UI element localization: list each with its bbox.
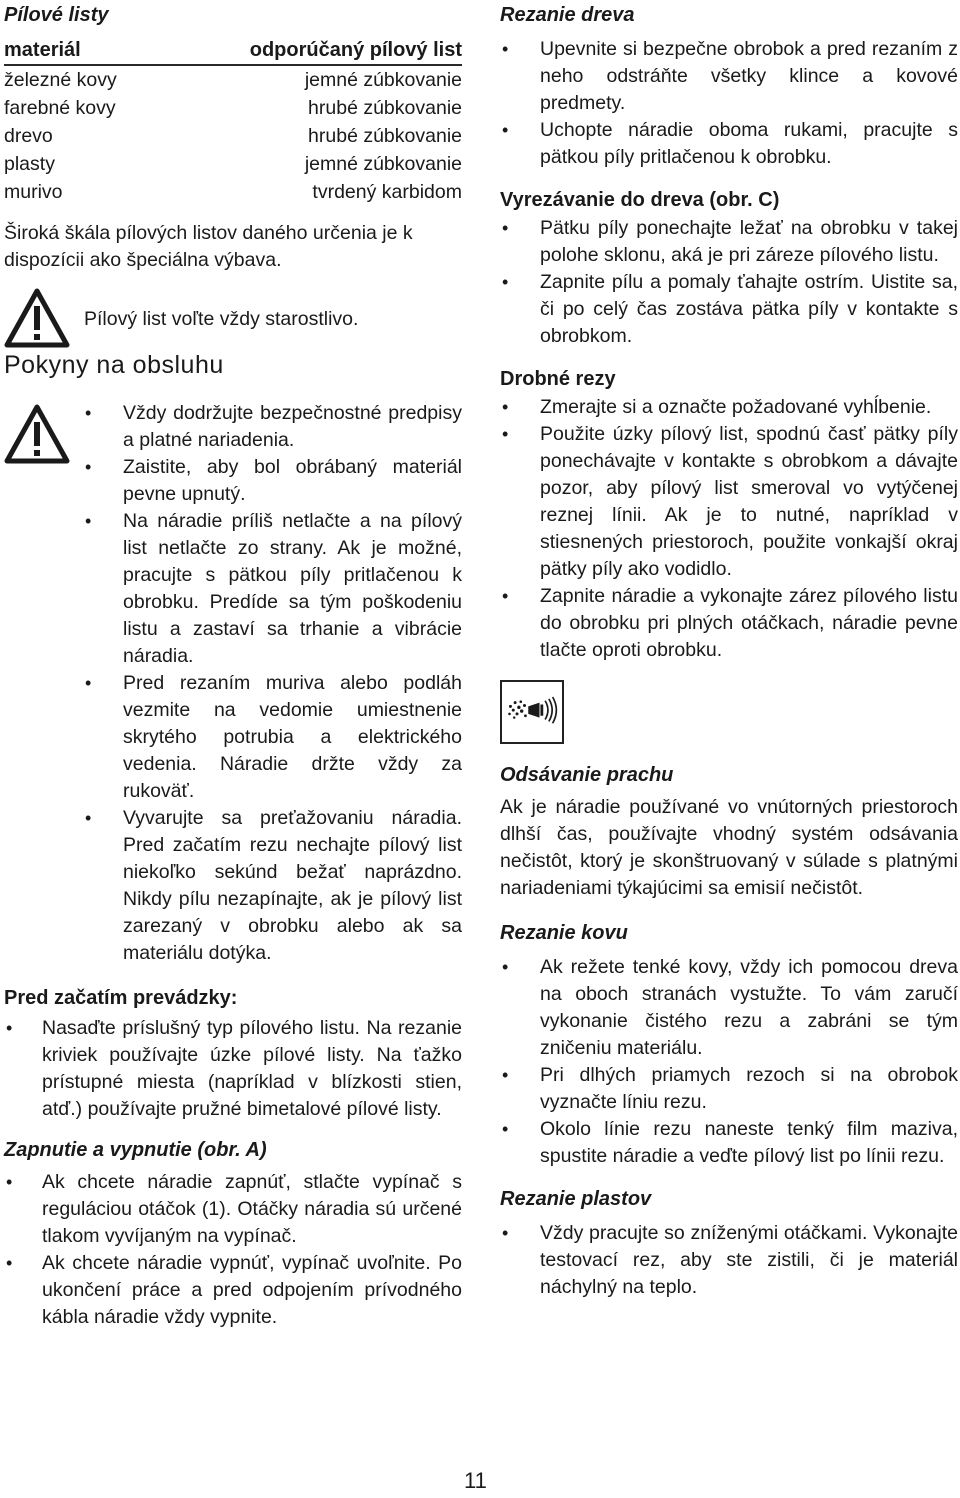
list-item: • Pri dlhých priamych rezoch si na obrobok vyznačte líniu rezu. (500, 1062, 958, 1116)
list-item: • Vždy dodržujte bezpečnostné predpisy a platné nariadenia. (123, 400, 462, 454)
on-off-list (4, 1169, 462, 1331)
material-cell: murivo (4, 181, 63, 203)
dust-extraction-icon (500, 680, 564, 744)
range-text: Široká škála pílových listov daného určenia je k dispozícii ako špeciálna výbava. (4, 222, 413, 271)
section-title-dust: Odsávanie prachu (500, 764, 674, 786)
material-cell: drevo (4, 125, 53, 147)
section-title-plastic: Rezanie plastov (500, 1188, 652, 1210)
list-item: • Uchopte náradie oboma rukami, pracujte s pätkou píly pritlačenou k obrobku. (500, 117, 958, 171)
section-title-blades: Pílové listy (4, 4, 109, 26)
plunge-list (500, 215, 958, 350)
list-item: • Pred rezaním muriva alebo podláh vezmite na vedomie umiestnenie skrytého potrubia a elektrického vedenia. Náradie držte vždy za rukoväť. (123, 670, 462, 805)
material-cell: farebné kovy (4, 97, 116, 119)
wood-list (500, 36, 958, 171)
blade-cell: jemné zúbkovanie (304, 69, 462, 91)
right-column (500, 0, 958, 1301)
page-number: 11 (464, 1468, 487, 1493)
choose-warning-text: Pílový list voľte vždy starostlivo. (84, 308, 359, 330)
list-item: • Pätku píly ponechajte ležať na obrobku v takej polohe sklonu, aká je pri záreze pílového listu. (500, 215, 958, 269)
list-item: • Na náradie príliš netlačte a na pílový list netlačte zo strany. Ak je možné, pracujte s pätkou píly pritlačenou k obrobku. Predíde sa tým poškodeniu listu a zastaví sa trhanie a vibrácie náradia. (123, 508, 462, 670)
left-column (4, 0, 462, 1331)
list-item: • Vždy pracujte so zníženými otáčkami. Vykonajte testovací rez, aby ste zistili, či je materiál náchylný na teplo. (500, 1220, 958, 1301)
operation-list (123, 400, 462, 967)
list-item: • Ak chcete náradie vypnúť, vypínač uvoľnite. Po ukončení práce a pred odpojením prívodného kábla náradie vždy vypnite. (4, 1250, 462, 1331)
section-title-on-off: Zapnutie a vypnutie (obr. A) (4, 1139, 267, 1161)
header-blade: odporúčaný pílový list (249, 39, 462, 61)
section-title-operation: Pokyny na obsluhu (4, 351, 224, 379)
list-item: • Okolo línie rezu naneste tenký film maziva, spustite náradie a veďte pílový list po línii rezu. (500, 1116, 958, 1170)
table-row (4, 178, 462, 206)
choose-warning-block (4, 288, 462, 348)
list-item: • Zaistite, aby bol obrábaný materiál pevne upnutý. (123, 454, 462, 508)
material-cell: plasty (4, 153, 55, 175)
list-item: • Vyvarujte sa preťažovaniu náradia. Pred začatím rezu nechajte pílový list niekoľko sekúnd bežať naprázdno. Nikdy pílu nezapínajte, ak je pílový list zarezaný v obrobku alebo ak sa materiálu dotýka. (123, 805, 462, 967)
blade-cell: tvrdený karbidom (312, 181, 462, 203)
table-row (4, 65, 462, 94)
section-title-fine: Drobné rezy (500, 368, 616, 390)
section-title-before-start: Pred začatím prevádzky: (4, 987, 238, 1009)
blade-table-header (4, 36, 462, 65)
section-title-metal: Rezanie kovu (500, 922, 628, 944)
list-item: • Upevnite si bezpečne obrobok a pred rezaním z neho odstráňte všetky klince a kovové predmety. (500, 36, 958, 117)
metal-list (500, 954, 958, 1170)
warning-triangle-icon (4, 288, 70, 348)
blade-cell: hrubé zúbkovanie (308, 97, 462, 119)
list-item: • Zapnite náradie a vykonajte zárez pílového listu do obrobku pri plných otáčkach, náradie pevne tlačte oproti obrobku. (500, 583, 958, 664)
header-material: materiál (4, 39, 81, 61)
before-start-list (4, 1015, 462, 1123)
table-row (4, 150, 462, 178)
table-row (4, 122, 462, 150)
operation-block (4, 400, 462, 967)
list-item: • Zapnite pílu a pomaly ťahajte ostrím. Uistite sa, či po celý čas zostáva pätka píly v kontakte s obrobkom. (500, 269, 958, 350)
list-item: • Ak chcete náradie zapnúť, stlačte vypínač s reguláciou otáčok (1). Otáčky náradia sú určené tlakom vyvíjaným na vypínač. (4, 1169, 462, 1250)
dust-text: Ak je náradie používané vo vnútorných priestoroch dlhší čas, používajte vhodný systém odsávania nečistôt, ktorý je skonštruovaný v súlade s platnými nariadeniami týkajúcimi sa emisií nečistôt. (500, 796, 958, 899)
list-item: • Použite úzky pílový list, spodnú časť pätky píly ponechávajte v kontakte s obrobkom a dávajte pozor, aby pílový list smeroval vo vytýčenej reznej línii. Ak je to nutné, napríklad v stiesnených priestoroch, použite vonkajší okraj pätky píly ako vodidlo. (500, 421, 958, 583)
list-item: • Nasaďte príslušný typ pílového listu. Na rezanie kriviek používajte úzke pílové listy. Na ťažko prístupné miesta (napríklad v blízkosti stien, atď.) používajte pružné bimetalové pílové listy. (4, 1015, 462, 1123)
plastic-list (500, 1220, 958, 1301)
section-title-plunge: Vyrezávanie do dreva (obr. C) (500, 189, 780, 211)
list-item: • Zmerajte si a označte požadované vyhĺbenie. (500, 394, 958, 421)
list-item: • Ak režete tenké kovy, vždy ich pomocou dreva na oboch stranách vystužte. To vám zaručí vykonanie čistého rezu a zabráni se tým zničeniu materiálu. (500, 954, 958, 1062)
blade-table (4, 36, 462, 206)
material-cell: železné kovy (4, 69, 117, 91)
blade-cell: jemné zúbkovanie (304, 153, 462, 175)
warning-triangle-icon (4, 404, 70, 464)
table-row (4, 94, 462, 122)
blade-cell: hrubé zúbkovanie (308, 125, 462, 147)
fine-list (500, 394, 958, 664)
section-title-wood: Rezanie dreva (500, 4, 635, 26)
